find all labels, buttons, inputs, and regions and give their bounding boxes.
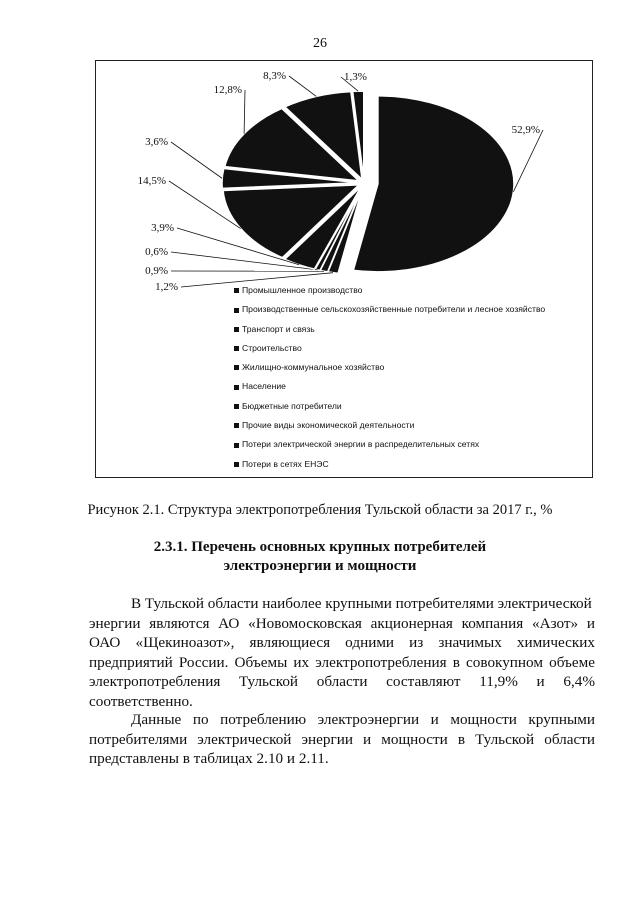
data-label: 14,5% bbox=[137, 175, 166, 187]
paragraph-line: Данные по потреблению электроэнергии и мощности крупными bbox=[131, 711, 595, 728]
data-label: 12,8% bbox=[213, 84, 242, 96]
paragraph-line: энергии являются АО «Новомосковская акционерная компания «Азот» и bbox=[89, 614, 595, 632]
legend-swatch-icon bbox=[234, 385, 239, 390]
paragraph bbox=[89, 710, 595, 769]
leader-line bbox=[171, 142, 222, 178]
data-label: 3,6% bbox=[145, 136, 168, 148]
legend-item bbox=[234, 397, 545, 416]
legend-item bbox=[234, 300, 545, 319]
legend-label: Строительство bbox=[242, 342, 302, 353]
data-label: 3,9% bbox=[151, 222, 174, 234]
paragraph-line: представлены в таблицах 2.10 и 2.11. bbox=[89, 750, 329, 768]
pie-slice bbox=[353, 96, 514, 272]
legend-label: Жилищно-коммунальное хозяйство bbox=[242, 362, 385, 373]
legend-label: Транспорт и связь bbox=[242, 323, 315, 334]
legend-item bbox=[234, 358, 545, 377]
paragraph-line: потребителями электрической энергии и мощности в Тульской области bbox=[89, 730, 595, 748]
paragraph-line: В Тульской области наиболее крупными потребителями электрической bbox=[131, 595, 592, 612]
legend-item bbox=[234, 416, 545, 435]
legend-item bbox=[234, 281, 545, 300]
section-title bbox=[0, 538, 640, 576]
section-title-line: электроэнергии и мощности bbox=[223, 558, 417, 574]
legend-swatch-icon bbox=[234, 423, 239, 428]
data-label: 1,3% bbox=[344, 71, 367, 83]
legend-label: Производственные сельскохозяйственные потребители и лесное хозяйство bbox=[242, 304, 546, 315]
legend-swatch-icon bbox=[234, 308, 239, 313]
pie-chart bbox=[95, 60, 593, 478]
paragraph-line: электропотребления Тульской области составляют 11,9% и 6,4% bbox=[89, 673, 595, 691]
paragraph bbox=[89, 594, 595, 712]
paragraph-line: соответственно. bbox=[89, 692, 193, 710]
leader-line bbox=[244, 90, 245, 134]
legend-swatch-icon bbox=[234, 404, 239, 409]
data-label: 8,3% bbox=[263, 70, 286, 82]
paragraph-line: предприятий России. Объемы их электропотребления в совокупном объеме bbox=[89, 653, 595, 671]
legend-swatch-icon bbox=[234, 462, 239, 467]
legend-label: Население bbox=[242, 381, 286, 392]
data-label: 1,2% bbox=[155, 281, 178, 293]
legend-swatch-icon bbox=[234, 365, 239, 370]
legend-item bbox=[234, 339, 545, 358]
leader-line bbox=[289, 76, 316, 96]
legend-item bbox=[234, 377, 545, 396]
legend-item bbox=[234, 435, 545, 454]
page-number: 26 bbox=[313, 36, 327, 51]
legend-label: Бюджетные потребители bbox=[242, 400, 342, 411]
chart-legend bbox=[234, 281, 545, 474]
data-label: 0,9% bbox=[145, 265, 168, 277]
data-label: 0,6% bbox=[145, 246, 168, 258]
legend-item bbox=[234, 320, 545, 339]
legend-label: Прочие виды экономической деятельности bbox=[242, 420, 415, 431]
legend-label: Промышленное производство bbox=[242, 285, 363, 295]
legend-swatch-icon bbox=[234, 443, 239, 448]
paragraph-line: ОАО «Щекиноазот», являющиеся одними из значимых химических bbox=[89, 634, 595, 652]
legend-swatch-icon bbox=[234, 346, 239, 351]
legend-item bbox=[234, 455, 545, 474]
legend-label: Потери в сетях ЕНЭС bbox=[242, 458, 329, 469]
legend-swatch-icon bbox=[234, 327, 239, 332]
leader-line bbox=[513, 130, 543, 192]
section-title-line: 2.3.1. Перечень основных крупных потребителей bbox=[153, 539, 487, 555]
data-label: 52,9% bbox=[511, 124, 540, 136]
legend-label: Потери электрической энергии в распределительных сетях bbox=[242, 439, 480, 450]
legend-swatch-icon bbox=[234, 288, 239, 293]
figure-caption: Рисунок 2.1. Структура электропотребления Тульской области за 2017 г., % bbox=[87, 502, 553, 518]
